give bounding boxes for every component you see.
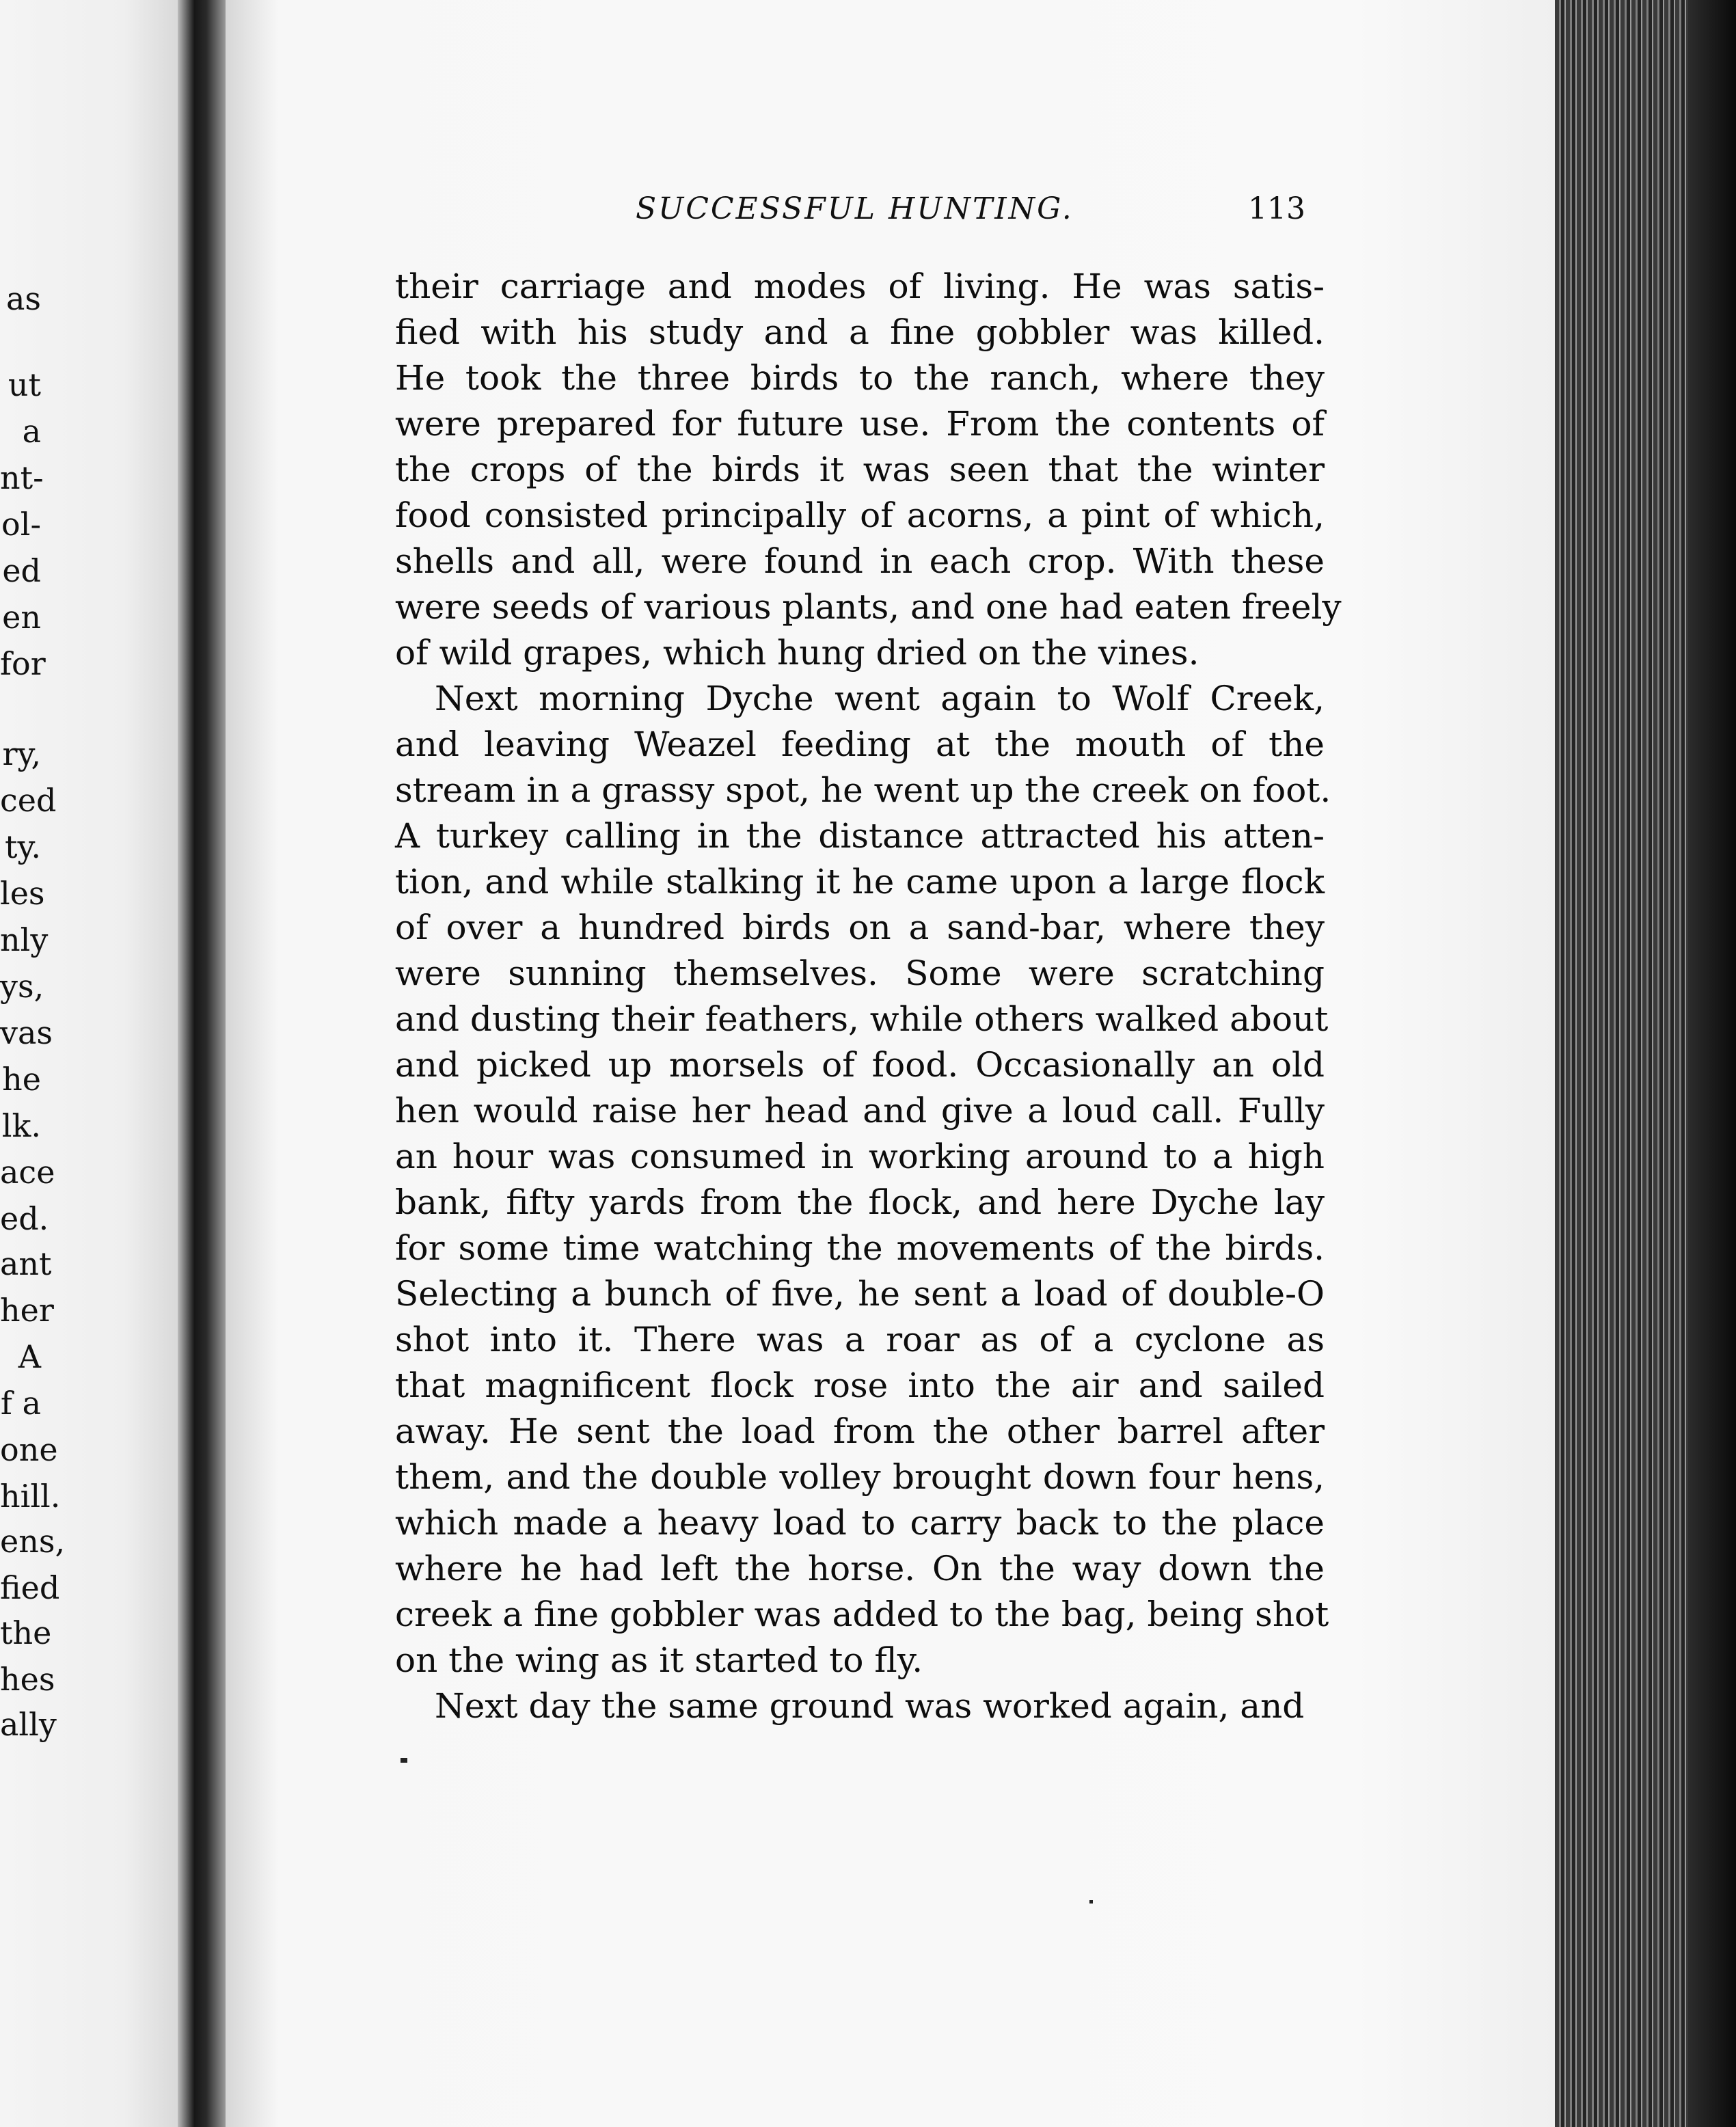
text-line: the crops of the birds it was seen that the winter — [395, 450, 1325, 489]
fragment-line: nly — [0, 921, 49, 958]
fragment-line: lk. — [1, 1107, 41, 1144]
fragment-line: one — [0, 1431, 58, 1468]
fragment-line: ys, — [0, 968, 44, 1005]
text-line: and leaving Weazel feeding at the mouth of the — [395, 724, 1325, 764]
fragment-line: hill. — [0, 1478, 61, 1515]
fragment-line: a — [22, 413, 41, 450]
text-line: food consisted principally of acorns, a pint of which, — [395, 496, 1325, 535]
text-line: were seeds of various plants, and one had eaten freely — [395, 587, 1342, 627]
text-line: creek a fine gobbler was added to the bag, being shot — [395, 1595, 1329, 1634]
fragment-line: ed. — [0, 1200, 49, 1237]
fragment-line: ty. — [5, 828, 41, 865]
text-line: on the wing as it started to fly. — [395, 1640, 923, 1680]
text-line: away. He sent the load from the other barrel after — [395, 1411, 1325, 1451]
text-line: where he had left the horse. On the way down the — [395, 1549, 1325, 1588]
fragment-line: les — [0, 875, 45, 912]
paragraph — [395, 676, 1331, 1683]
fragment-line: A — [18, 1338, 41, 1375]
text-line: were prepared for future use. From the contents of — [395, 404, 1325, 444]
fragment-line: ed — [2, 552, 41, 589]
text-line: and dusting their feathers, while others walked about — [395, 999, 1329, 1039]
fragment-line: en — [2, 599, 41, 636]
text-line: an hour was consumed in working around to a high — [395, 1137, 1325, 1176]
text-line: their carriage and modes of living. He was satis- — [395, 267, 1325, 306]
paragraph — [395, 1683, 1325, 1729]
ink-speck — [1089, 1900, 1093, 1904]
fragment-line: ally — [0, 1706, 57, 1743]
text-line: Next day the same ground was worked again, and — [435, 1686, 1305, 1726]
text-line: bank, fifty yards from the flock, and here Dyche lay — [395, 1182, 1325, 1222]
text-line: for some time watching the movements of the birds. — [395, 1228, 1325, 1268]
book-gutter — [178, 0, 226, 2127]
ink-speck — [401, 1758, 407, 1763]
running-title: SUCCESSFUL HUNTING. — [636, 191, 1074, 226]
page-number: 113 — [1248, 191, 1305, 226]
fragment-line: ced — [0, 782, 57, 819]
text-line: hen would raise her head and give a loud call. Fully — [395, 1091, 1325, 1130]
fragment-line: ant — [0, 1245, 52, 1282]
text-line: fied with his study and a fine gobbler was killed. — [395, 312, 1325, 352]
fragment-line: as — [5, 280, 41, 317]
text-line: stream in a grassy spot, he went up the creek on foot. — [395, 770, 1331, 810]
fragment-line: fied — [0, 1569, 60, 1606]
previous-page-edge — [0, 0, 178, 2127]
text-line: of over a hundred birds on a sand-bar, where they — [395, 908, 1325, 947]
text-line: that magnificent flock rose into the air and sailed — [395, 1366, 1325, 1405]
page-stack-edge — [1555, 0, 1736, 2127]
text-line: Selecting a bunch of five, he sent a load of double-O — [395, 1274, 1325, 1314]
fragment-line: ry, — [2, 735, 41, 772]
text-line: were sunning themselves. Some were scratching — [395, 953, 1325, 993]
fragment-line: the — [0, 1614, 52, 1651]
text-line: them, and the double volley brought down four hens, — [395, 1457, 1325, 1497]
text-line: He took the three birds to the ranch, where they — [395, 358, 1325, 398]
fragment-line: hes — [0, 1661, 55, 1698]
fragment-line: ut — [8, 366, 41, 403]
fragment-line: ens, — [0, 1523, 66, 1560]
body-text — [395, 264, 1342, 1729]
fragment-line: her — [0, 1292, 54, 1329]
fragment-line: nt- — [0, 459, 44, 496]
text-line: shells and all, were found in each crop. With these — [395, 541, 1325, 581]
fragment-line: vas — [0, 1014, 53, 1051]
text-line: which made a heavy load to carry back to the place — [395, 1503, 1325, 1543]
fragment-line: ace — [0, 1154, 55, 1191]
fragment-line: f a — [0, 1385, 41, 1422]
fragment-line: ol- — [1, 506, 41, 543]
fragment-line: for — [0, 645, 46, 682]
text-line: A turkey calling in the distance attracted his atten- — [395, 816, 1325, 856]
text-line: tion, and while stalking it he came upon a large flock — [395, 862, 1325, 902]
text-line: and picked up morsels of food. Occasionally an old — [395, 1045, 1325, 1085]
text-line: of wild grapes, which hung dried on the vines. — [395, 633, 1199, 673]
text-line: shot into it. There was a roar as of a cyclone as — [395, 1320, 1325, 1359]
running-head — [636, 191, 1305, 232]
fragment-line: he — [2, 1061, 41, 1098]
paragraph — [395, 264, 1342, 676]
text-line: Next morning Dyche went again to Wolf Creek, — [435, 679, 1325, 718]
